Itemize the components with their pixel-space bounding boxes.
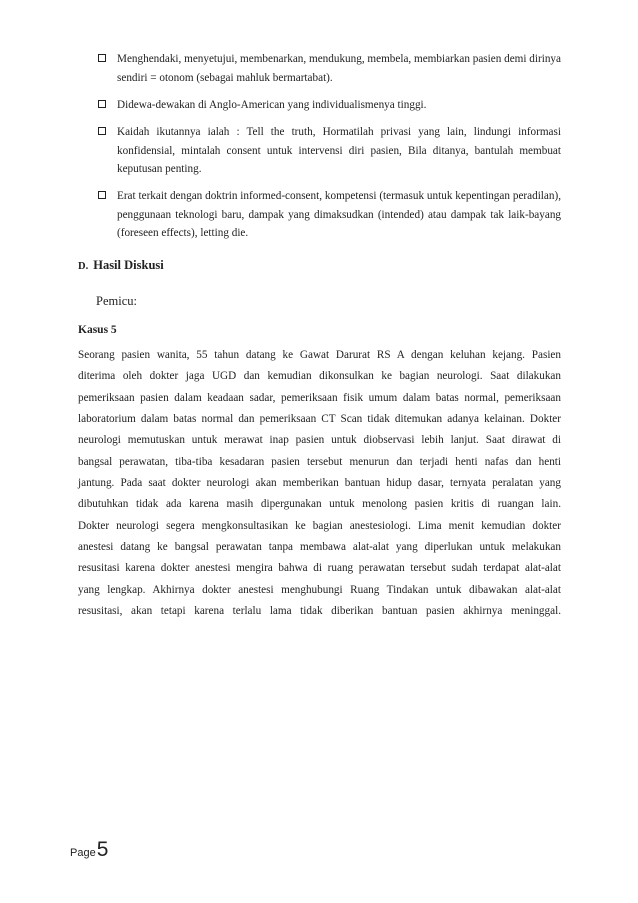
section-heading bbox=[78, 258, 164, 273]
page-label: Page bbox=[70, 847, 96, 859]
checkbox-square-icon bbox=[98, 127, 106, 135]
paragraph-line: diterima oleh dokter jaga UGD dan kemudian dikonsulkan ke bagian neurologi. Saat dilakukan bbox=[78, 370, 561, 383]
paragraph-line: bangsal perawatan, tiba-tiba kesadaran pasien tersebut menurun dan terjadi henti nafas dan henti bbox=[78, 455, 561, 468]
paragraph-line: resusitasi, akan tetapi karena terlalu lama tidak diberikan bantuan pasien akhirnya meninggal. bbox=[78, 604, 561, 617]
paragraph-line: dibutuhkan tidak ada karena masih dipergunakan untuk menolong pasien kritis di ruangan lain. bbox=[78, 498, 561, 511]
paragraph-line: laboratorium dalam batas normal dan pemeriksaan CT Scan tidak ditemukan adanya kelainan. Dokter bbox=[78, 412, 561, 425]
paragraph-line: Dokter neurologi segera mengkonsultasikan ke bagian anestesiologi. Lima menit kemudian dokter bbox=[78, 519, 561, 532]
checkbox-square-icon bbox=[98, 54, 106, 62]
case-paragraph bbox=[78, 348, 561, 625]
paragraph-line: pemeriksaan pasien dalam keadaan sadar, pemeriksaan fisik umum dalam batas normal, pemeriksaan bbox=[78, 391, 561, 404]
paragraph-line: neurologi memutuskan untuk merawat inap pasien untuk diobservasi lebih lanjut. Saat dirawat di bbox=[78, 434, 561, 447]
bullet-text: Kaidah ikutannya ialah : Tell the truth, Hormatilah privasi yang lain, lindungi informasi konfidensial, mintalah consent untuk intervensi diri pasien, Bila ditanya, bantulah membuat keputusan penting. bbox=[117, 126, 561, 175]
paragraph-line: Seorang pasien wanita, 55 tahun datang ke Gawat Darurat RS A dengan keluhan kejang. Pasien bbox=[78, 349, 561, 361]
checkbox-square-icon bbox=[98, 100, 106, 108]
bullet-item bbox=[98, 123, 561, 178]
paragraph-line: jantung. Pada saat dokter neurologi akan memberikan bantuan hidup dasar, ternyata peralatan yang bbox=[78, 476, 561, 489]
pemicu-label: Pemicu: bbox=[96, 294, 137, 308]
case-title: Kasus 5 bbox=[78, 324, 117, 336]
paragraph-line: yang lengkap. Akhirnya dokter anestesi menghubungi Ruang Tindakan untuk dibawakan alat-alat bbox=[78, 583, 561, 596]
bullet-item bbox=[98, 96, 561, 114]
bullet-text: Didewa-dewakan di Anglo-American yang individualismenya tinggi. bbox=[117, 99, 427, 111]
page-number: 5 bbox=[96, 838, 109, 861]
paragraph-line: resusitasi karena dokter anestesi mengira bahwa di ruang perawatan tersebut sudah terdapat alat-alat bbox=[78, 562, 561, 575]
paragraph-line: anestesi datang ke bangsal perawatan tanpa membawa alat-alat yang diperlukan untuk melakukan bbox=[78, 540, 561, 553]
principle-bullet-list bbox=[98, 50, 561, 251]
section-letter: D. bbox=[78, 261, 89, 272]
bullet-text: Erat terkait dengan doktrin informed-consent, kompetensi (termasuk untuk kepentingan peradilan), penggunaan teknologi baru, dampak yang dimaksudkan (intended) atau dampak tak laik-bayang (foreseen effects), letting die. bbox=[117, 190, 562, 239]
checkbox-square-icon bbox=[98, 191, 106, 199]
page-footer bbox=[70, 838, 108, 862]
bullet-item bbox=[98, 50, 561, 87]
section-title: Hasil Diskusi bbox=[93, 258, 164, 272]
bullet-text: Menghendaki, menyetujui, membenarkan, mendukung, membela, membiarkan pasien demi dirinya sendiri = otonom (sebagai mahluk bermartabat). bbox=[117, 53, 561, 84]
bullet-item bbox=[98, 187, 561, 242]
